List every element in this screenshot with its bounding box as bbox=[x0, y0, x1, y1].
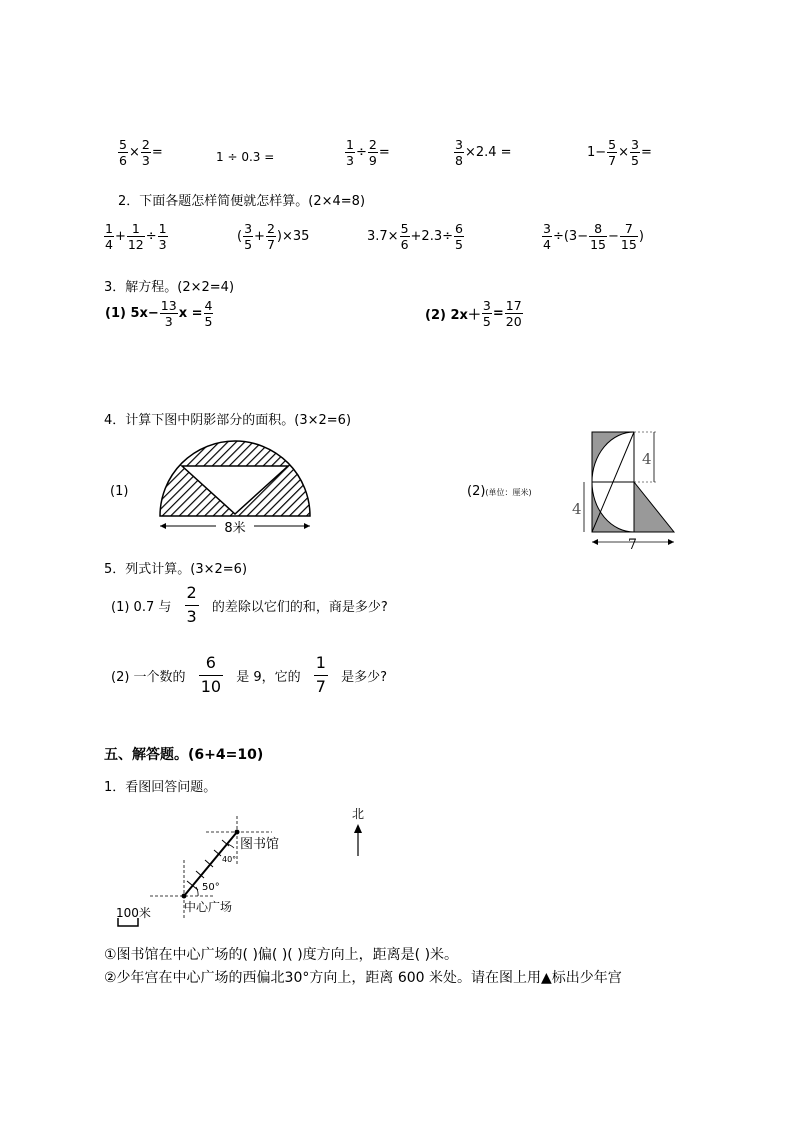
svg-text:4: 4 bbox=[642, 450, 652, 468]
figure-1-width-label: 8米 bbox=[224, 521, 246, 536]
section-4-heading: 4．计算下图中阴影部分的面积。(3×2=6) bbox=[104, 413, 352, 428]
word-problem-1: (1) 0.7 与 $\frac{2}{3}$ 的差除以它们的和，商是多少? bbox=[111, 583, 388, 626]
calc-3: $\frac{1}{3}$ ÷ $\frac{2}{9}$ = bbox=[346, 137, 390, 169]
figure-2-shape bbox=[570, 428, 682, 550]
svg-text:7: 7 bbox=[628, 537, 637, 550]
scale-label: 100米 bbox=[116, 906, 151, 920]
part-5-line-2: ②少年宫在中心广场的西偏北30°方向上，距离 600 米处。请在图上用▲标出少年宫 bbox=[104, 970, 622, 986]
part-5-line-1: ①图书馆在中心广场的( )偏( )( )度方向上，距离是( )米。 bbox=[104, 947, 459, 963]
section-3-heading: 3．解方程。(2×2=4) bbox=[104, 280, 235, 295]
simplify-2: ( $\frac{3}{5}$ + $\frac{2}{7}$ )×35 bbox=[237, 221, 310, 253]
part-5-heading: 五、解答题。(6+4=10) bbox=[104, 747, 264, 763]
simplify-4: $\frac{3}{4}$ ÷(3− $\frac{8}{15}$ − $\frac{7}{15}$ ) bbox=[543, 221, 644, 253]
figure-1-label: (1) bbox=[110, 484, 129, 499]
word-problem-2: (2) 一个数的 $\frac{6}{10}$ 是 9，它的 $\frac{1}{7}$ 是多少? bbox=[111, 653, 387, 696]
figure-2-label: (2)(单位：厘米) bbox=[467, 484, 532, 499]
calc-2: 1 ÷ 0.3 = bbox=[216, 150, 275, 164]
center-label: 中心广场 bbox=[184, 900, 233, 914]
part-5-q1: 1．看图回答问题。 bbox=[104, 780, 217, 795]
direction-map bbox=[110, 800, 390, 930]
equation-2: (2) 2x＋ $\frac{3}{5}$ = $\frac{17}{20}$ bbox=[425, 298, 522, 330]
angle-50-label: 50° bbox=[202, 882, 220, 893]
center-point bbox=[182, 894, 187, 899]
equation-1: (1) 5x− $\frac{13}{3}$ x = $\frac{4}{5}$ bbox=[105, 298, 213, 330]
section-5-heading: 5．列式计算。(3×2=6) bbox=[104, 562, 248, 577]
svg-text:4: 4 bbox=[572, 500, 582, 518]
calc-1: $\frac{5}{6}$ × $\frac{2}{3}$ = bbox=[119, 137, 163, 169]
simplify-3: 3.7× $\frac{5}{6}$ +2.3÷ $\frac{6}{5}$ bbox=[367, 221, 463, 253]
simplify-1: $\frac{1}{4}$ + $\frac{1}{12}$ ÷ $\frac{1}{3}$ bbox=[105, 221, 167, 253]
north-label: 北 bbox=[351, 807, 365, 821]
angle-40-label: 40° bbox=[222, 855, 237, 864]
calc-5: 1− $\frac{5}{7}$ × $\frac{3}{5}$ = bbox=[587, 137, 652, 169]
calc-4: $\frac{3}{8}$ ×2.4 = bbox=[455, 137, 512, 169]
library-point bbox=[235, 830, 240, 835]
library-label: 图书馆 bbox=[240, 837, 280, 852]
figure-1-semicircle bbox=[150, 434, 320, 538]
section-2-heading: 2．下面各题怎样简便就怎样算。(2×4=8) bbox=[118, 194, 366, 209]
